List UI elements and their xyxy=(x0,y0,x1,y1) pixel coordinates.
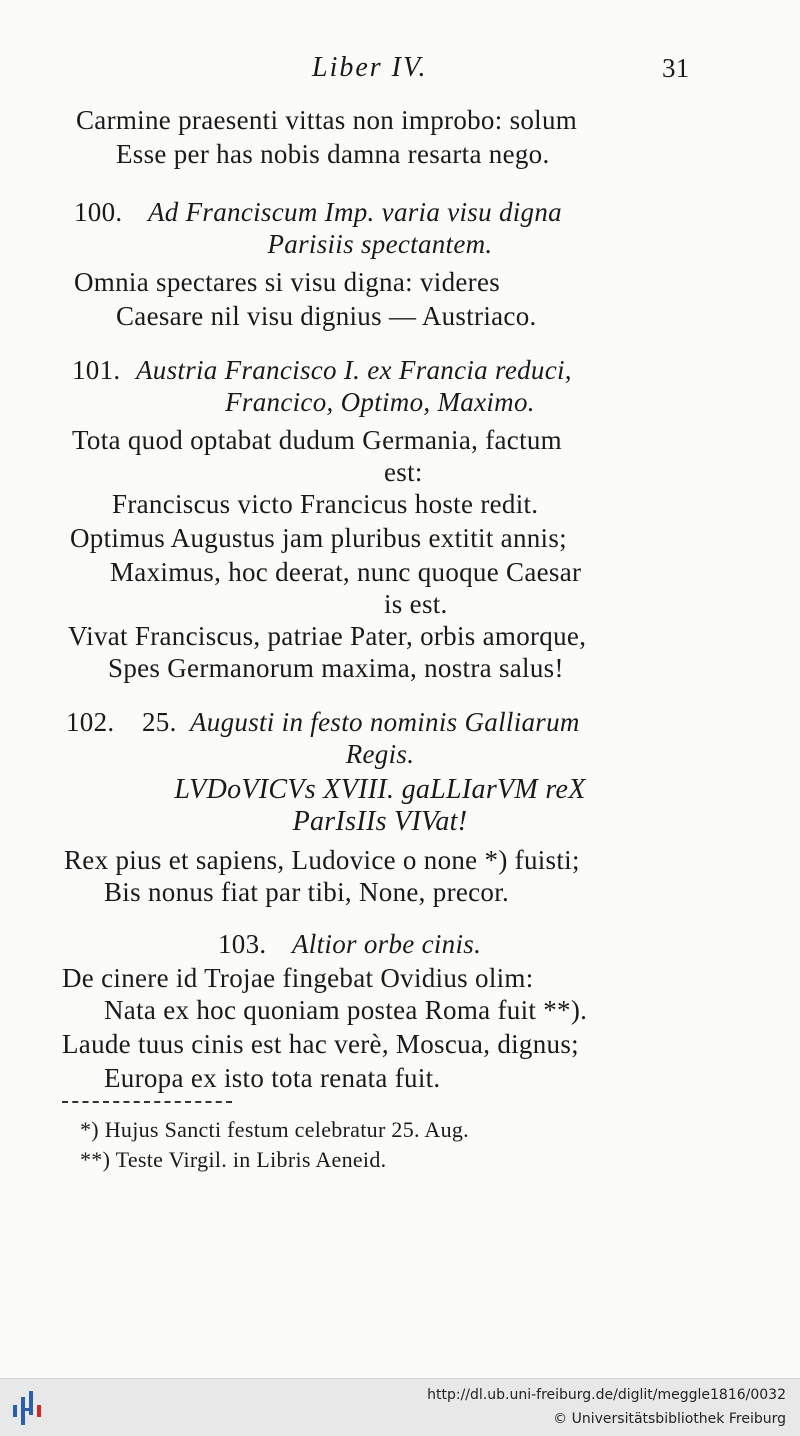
epigram-number: 101. xyxy=(72,355,121,385)
verse-line: Caesare nil visu dignius — Austriaco. xyxy=(116,301,537,331)
verse-line: Optimus Augustus jam pluribus extitit annis; xyxy=(70,523,567,553)
verse-line: est: xyxy=(384,457,423,487)
verse-line: Franciscus victo Francicus hoste redit. xyxy=(112,489,539,519)
epigram-title: Austria Francisco I. ex Francia reduci, xyxy=(136,355,572,385)
chronogram-line: LVDoVICVs XVIII. gaLLIarVM reX xyxy=(174,774,586,805)
verse-line: is est. xyxy=(384,589,448,619)
verse-line: Europa ex isto tota renata fuit. xyxy=(104,1063,441,1093)
copyright-notice: © Universitätsbibliothek Freiburg xyxy=(553,1411,786,1427)
epigram-title: Regis. xyxy=(345,739,415,769)
running-title: Liber IV. xyxy=(312,52,428,83)
verse-line: Spes Germanorum maxima, nostra salus! xyxy=(108,653,564,683)
epigram-title: Augusti in festo nominis Galliarum xyxy=(190,707,580,737)
verse-line: Rex pius et sapiens, Ludovice o none *) fuisti; xyxy=(64,845,580,875)
date-number: 25. xyxy=(142,707,177,737)
verse-line: Laude tuus cinis est hac verè, Moscua, dignus; xyxy=(62,1029,579,1059)
epigram-number: 102. xyxy=(66,707,115,737)
viewer-footer xyxy=(0,1378,800,1436)
verse-line: Omnia spectares si visu digna: videres xyxy=(74,267,501,297)
verse-line: Carmine praesenti vittas non improbo: solum xyxy=(76,105,578,135)
epigram-title: Altior orbe cinis. xyxy=(292,929,482,959)
epigram-title: Parisiis spectantem. xyxy=(267,229,493,259)
footnote-rule xyxy=(62,1101,232,1103)
footnote: *) Hujus Sancti festum celebratur 25. Aug. xyxy=(80,1117,469,1142)
epigram-title: Ad Franciscum Imp. varia visu digna xyxy=(148,197,562,227)
verse-line: Maximus, hoc deerat, nunc quoque Caesar xyxy=(110,557,582,587)
page-number: 31 xyxy=(662,53,690,83)
footnote: **) Teste Virgil. in Libris Aeneid. xyxy=(80,1147,387,1172)
epigram-title: Francico, Optimo, Maximo. xyxy=(225,387,535,417)
verse-line: Vivat Franciscus, patriae Pater, orbis amorque, xyxy=(68,621,587,651)
source-url-link[interactable]: http://dl.ub.uni-freiburg.de/diglit/meggle1816/0032 xyxy=(427,1387,786,1403)
verse-line: Esse per has nobis damna resarta nego. xyxy=(116,139,550,169)
verse-line: De cinere id Trojae fingebat Ovidius olim: xyxy=(62,963,534,993)
epigram-number: 103. xyxy=(218,929,267,959)
epigram-number: 100. xyxy=(74,197,123,227)
verse-line: Nata ex hoc quoniam postea Roma fuit **). xyxy=(104,995,588,1025)
verse-line: Bis nonus fiat par tibi, None, precor. xyxy=(104,877,510,907)
verse-line: Tota quod optabat dudum Germania, factum xyxy=(72,425,562,455)
chronogram-line: ParIsIIs VIVat! xyxy=(292,806,468,837)
library-logo-icon xyxy=(10,1389,50,1427)
